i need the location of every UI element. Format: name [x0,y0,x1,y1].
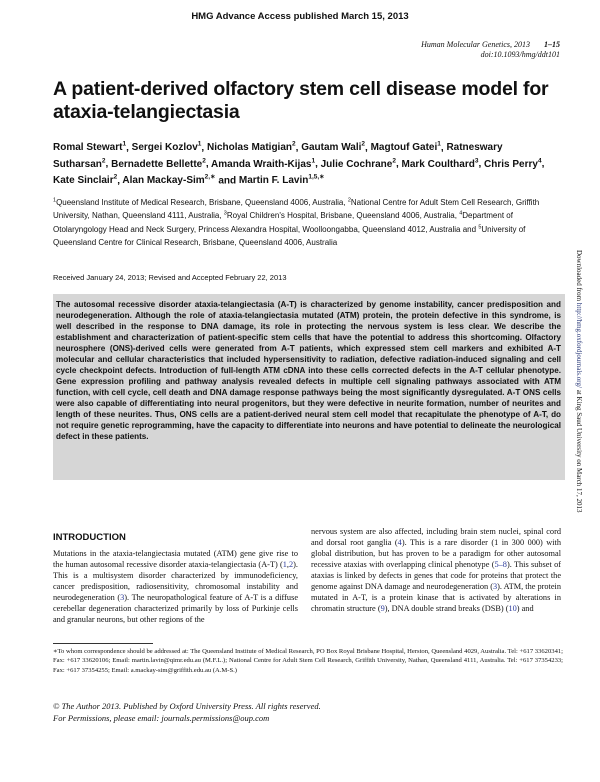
author [321,159,396,170]
sidebar-link[interactable]: http://hmg.oxfordjournals.org/ [575,302,583,388]
advance-access-line: HMG Advance Access published March 15, 2013 [191,11,409,22]
author-affiliation-mark: 2 [392,157,396,165]
citation-link[interactable]: 3 [493,582,498,592]
intro-column-left: Mutations in the ataxia-telangiectasia mutated (ATM) gene give rise to the human autosomal recessive disorder ataxia-telangiectasia (A-T) (1,2). This is a multisystem disorder characterized by immunodeficiency, cancer predisposition, radiosensitivity, chromosomal instability and neurodegeneration (3). The neuropathological feature of A-T is a diffuse cerebellar degeneration characterized primarily by loss of Purkinje cells and granular neurons, but other regions of the [53,549,298,625]
author-affiliation-mark: 4 [537,157,542,165]
article-title: A patient-derived olfactory stem cell disease model for ataxia-telangiectasia [53,78,549,123]
affiliation: $^5$University of Queensland Centre for Clinical Research, Brisbane, Queensland 4006, Australia [53,224,526,248]
author-name: Nicholas Matigian [206,142,292,154]
citation-link[interactable]: 10 [508,604,517,614]
affiliations [53,196,563,250]
author [402,159,479,170]
author-affiliation-mark: 1 [437,141,441,148]
author [53,142,126,153]
author-affiliation-mark: 2 [202,157,206,165]
author-affiliation-mark: 1,5,∗ [308,173,325,181]
copyright-block [53,701,321,725]
author-name: Kate Sinclair [53,174,114,186]
abstract: The autosomal recessive disorder ataxia-telangiectasia (A-T) is characterized by genome instability, cancer predisposition and neurodegeneration. Although the role of ataxia-telangiectasia mutated (ATM) protein, the protein defective in this syndrome, is well described in the response to DNA damage, its role in protecting the nervous system is less clear. We describe the establishment and characterization of patient-specific stem cells that have the potential to address this shortcoming. Olfactory neurosphere (ONS)-derived cells were generated from A-T patients, which expressed stem cell markers and exhibited A-T molecular and cellular characteristics that included hypersensitivity to radiation, defective radiation-induced signaling and cell cycle checkpoint defects. Introduction of full-length ATM cDNA into these cells corrected defects in the A-T cellular phenotype. Gene expression profiling and pathway analysis revealed defects in multiple cell signaling pathways associated with ATM function, with cell cycle, cell death and DNA damage response pathways being the most significantly dysregulated. A-T ONS cells were also capable of differentiating into neural progenitors, but they were defective in neurite formation, number of neurites and length of these neurites. Thus, ONS cells are a patient-derived neural stem cell model that recapitulate the phenotype of A-T, do not require genetic reprogramming, have the capacity to differentiate into neurons and have potential to delineate the neurological defect in these patients. [56,300,561,441]
correspondence-footnote: ∗To whom correspondence should be addressed at: The Queensland Institute of Medical Research, PO Box Royal Brisbane Hospital, Herston, Queensland 4029, Australia. Tel: +617 33620341; Fax: +617 33620106; Email: martin.lavin@qimr.edu.au (M.F.L.); National Centre for Adult Stem Cell Research, Griffith University, Nathan, Queensland 4111, Australia. Tel: +617 37354233; Fax: +617 37354255; Email: a.mackay-sim@griffith.edu.au (A.M-S.) [53,648,563,674]
citation-link[interactable]: 4 [397,538,402,548]
author-name: Gautam Wali [301,142,362,154]
journal-name: Human Molecular Genetics, 2013 [421,40,530,49]
footnote-rule [53,643,153,644]
citation-link[interactable]: 5–8 [494,560,507,570]
author-name: Martin F. Lavin [238,174,309,186]
affiliation: $^4$Department of Otolaryngology Head and Neck Surgery, Princess Alexandra Hospital, Woolloongabba, Queensland 4012, Australia and [53,210,513,234]
author-name: Mark Coulthard [401,158,475,170]
author-affiliation-mark: 3 [474,157,479,165]
author-affiliation-mark: 2 [113,173,118,181]
author-name: Romal Stewart [53,142,123,154]
affiliation: $^3$Royal Children's Hospital, Brisbane, Queensland 4006, Australia, [223,210,457,221]
author-name: Amanda Wraith-Kijas [211,158,312,170]
author-name: Alan Mackay-Sim [122,174,205,186]
author-affiliation-mark: 1 [122,141,127,148]
author [122,175,215,186]
affiliation: $^1$Queensland Institute of Medical Research, Brisbane, Queensland 4006, Australia, [53,197,346,207]
journal-citation [421,40,560,60]
permissions-line: For Permissions, please email: journals.permissions@oup.com [53,712,270,723]
sidebar-prefix: Downloaded from [575,250,583,302]
author-affiliation-mark: 1 [197,141,202,148]
citation-link[interactable]: 9 [380,604,385,614]
author [484,159,542,170]
author [111,159,206,170]
citation-link[interactable]: 1 [282,560,287,570]
author-affiliation-mark: 2 [361,141,366,148]
author [132,142,202,153]
author [211,159,315,170]
author-name: Ratneswary Sutharsan [53,142,503,170]
author-affiliation-mark: 2 [101,157,106,165]
author [207,142,296,153]
author-name: Bernadette Bellette [111,158,203,170]
author-name: Chris Perry [484,158,538,170]
download-sidebar [575,250,583,513]
citation-link[interactable]: 2 [289,560,294,570]
doi[interactable]: doi:10.1093/hmg/ddt101 [480,50,560,59]
sidebar-suffix: at King Saud University on March 17, 2013 [575,389,583,513]
copyright-line: © The Author 2013. Published by Oxford University Press. All rights reserved. [53,701,321,711]
author [239,175,325,186]
author-affiliation-mark: 2,∗ [204,173,216,181]
introduction-heading: INTRODUCTION [53,532,126,543]
page-range: 1–15 [544,40,560,49]
author-name: Sergei Kozlov [131,142,198,154]
author-affiliation-mark: 2 [292,141,296,148]
author [53,175,117,186]
author-list: Romal Stewart$^1$, Sergei Kozlov$^1$, Nicholas Matigian$^2$, Gautam Wali$^2$, Magtouf Gatei$^1$, Ratneswary Sutharsan$^2$, Bernadette Bellette$^2$, Amanda Wraith-Kijas$^1$, Julie Cochrane$^2$, Mark Coulthard$^3$, Chris Perry$^4$, Kate Sinclair$^2$, Alan Mackay-Sim$^{2,∗}$ and Martin F. Lavin$^{1,5,∗}$ [53,141,545,186]
author-name: Julie Cochrane [320,158,393,170]
citation-link[interactable]: 3 [120,593,125,603]
affiliation: $^2$National Centre for Adult Stem Cell Research, Griffith University, Nathan, Queensland 4111, Australia, [53,197,540,221]
author [301,142,365,153]
author-name: Magtouf Gatei [370,142,438,154]
intro-column-right: nervous system are also affected, including brain stem nuclei, spinal cord and dorsal root ganglia (4). This is a rare disorder (1 in 300 000) with global distribution, but has proven to be a paradigm for other autosomal recessive ataxias with overlapping clinical phenotype (5–8). This subset of ataxias is linked by defects in genes that code for proteins that protect the genome against DNA damage and neurodegeneration (3). ATM, the protein mutated in A-T, is a protein kinase that is activated by alterations in chromatin structure (9), DNA double strand breaks (DSB) (10) and [311,527,562,614]
received-dates: Received January 24, 2013; Revised and Accepted February 22, 2013 [53,273,287,282]
author-affiliation-mark: 1 [311,157,316,165]
author [371,142,441,153]
